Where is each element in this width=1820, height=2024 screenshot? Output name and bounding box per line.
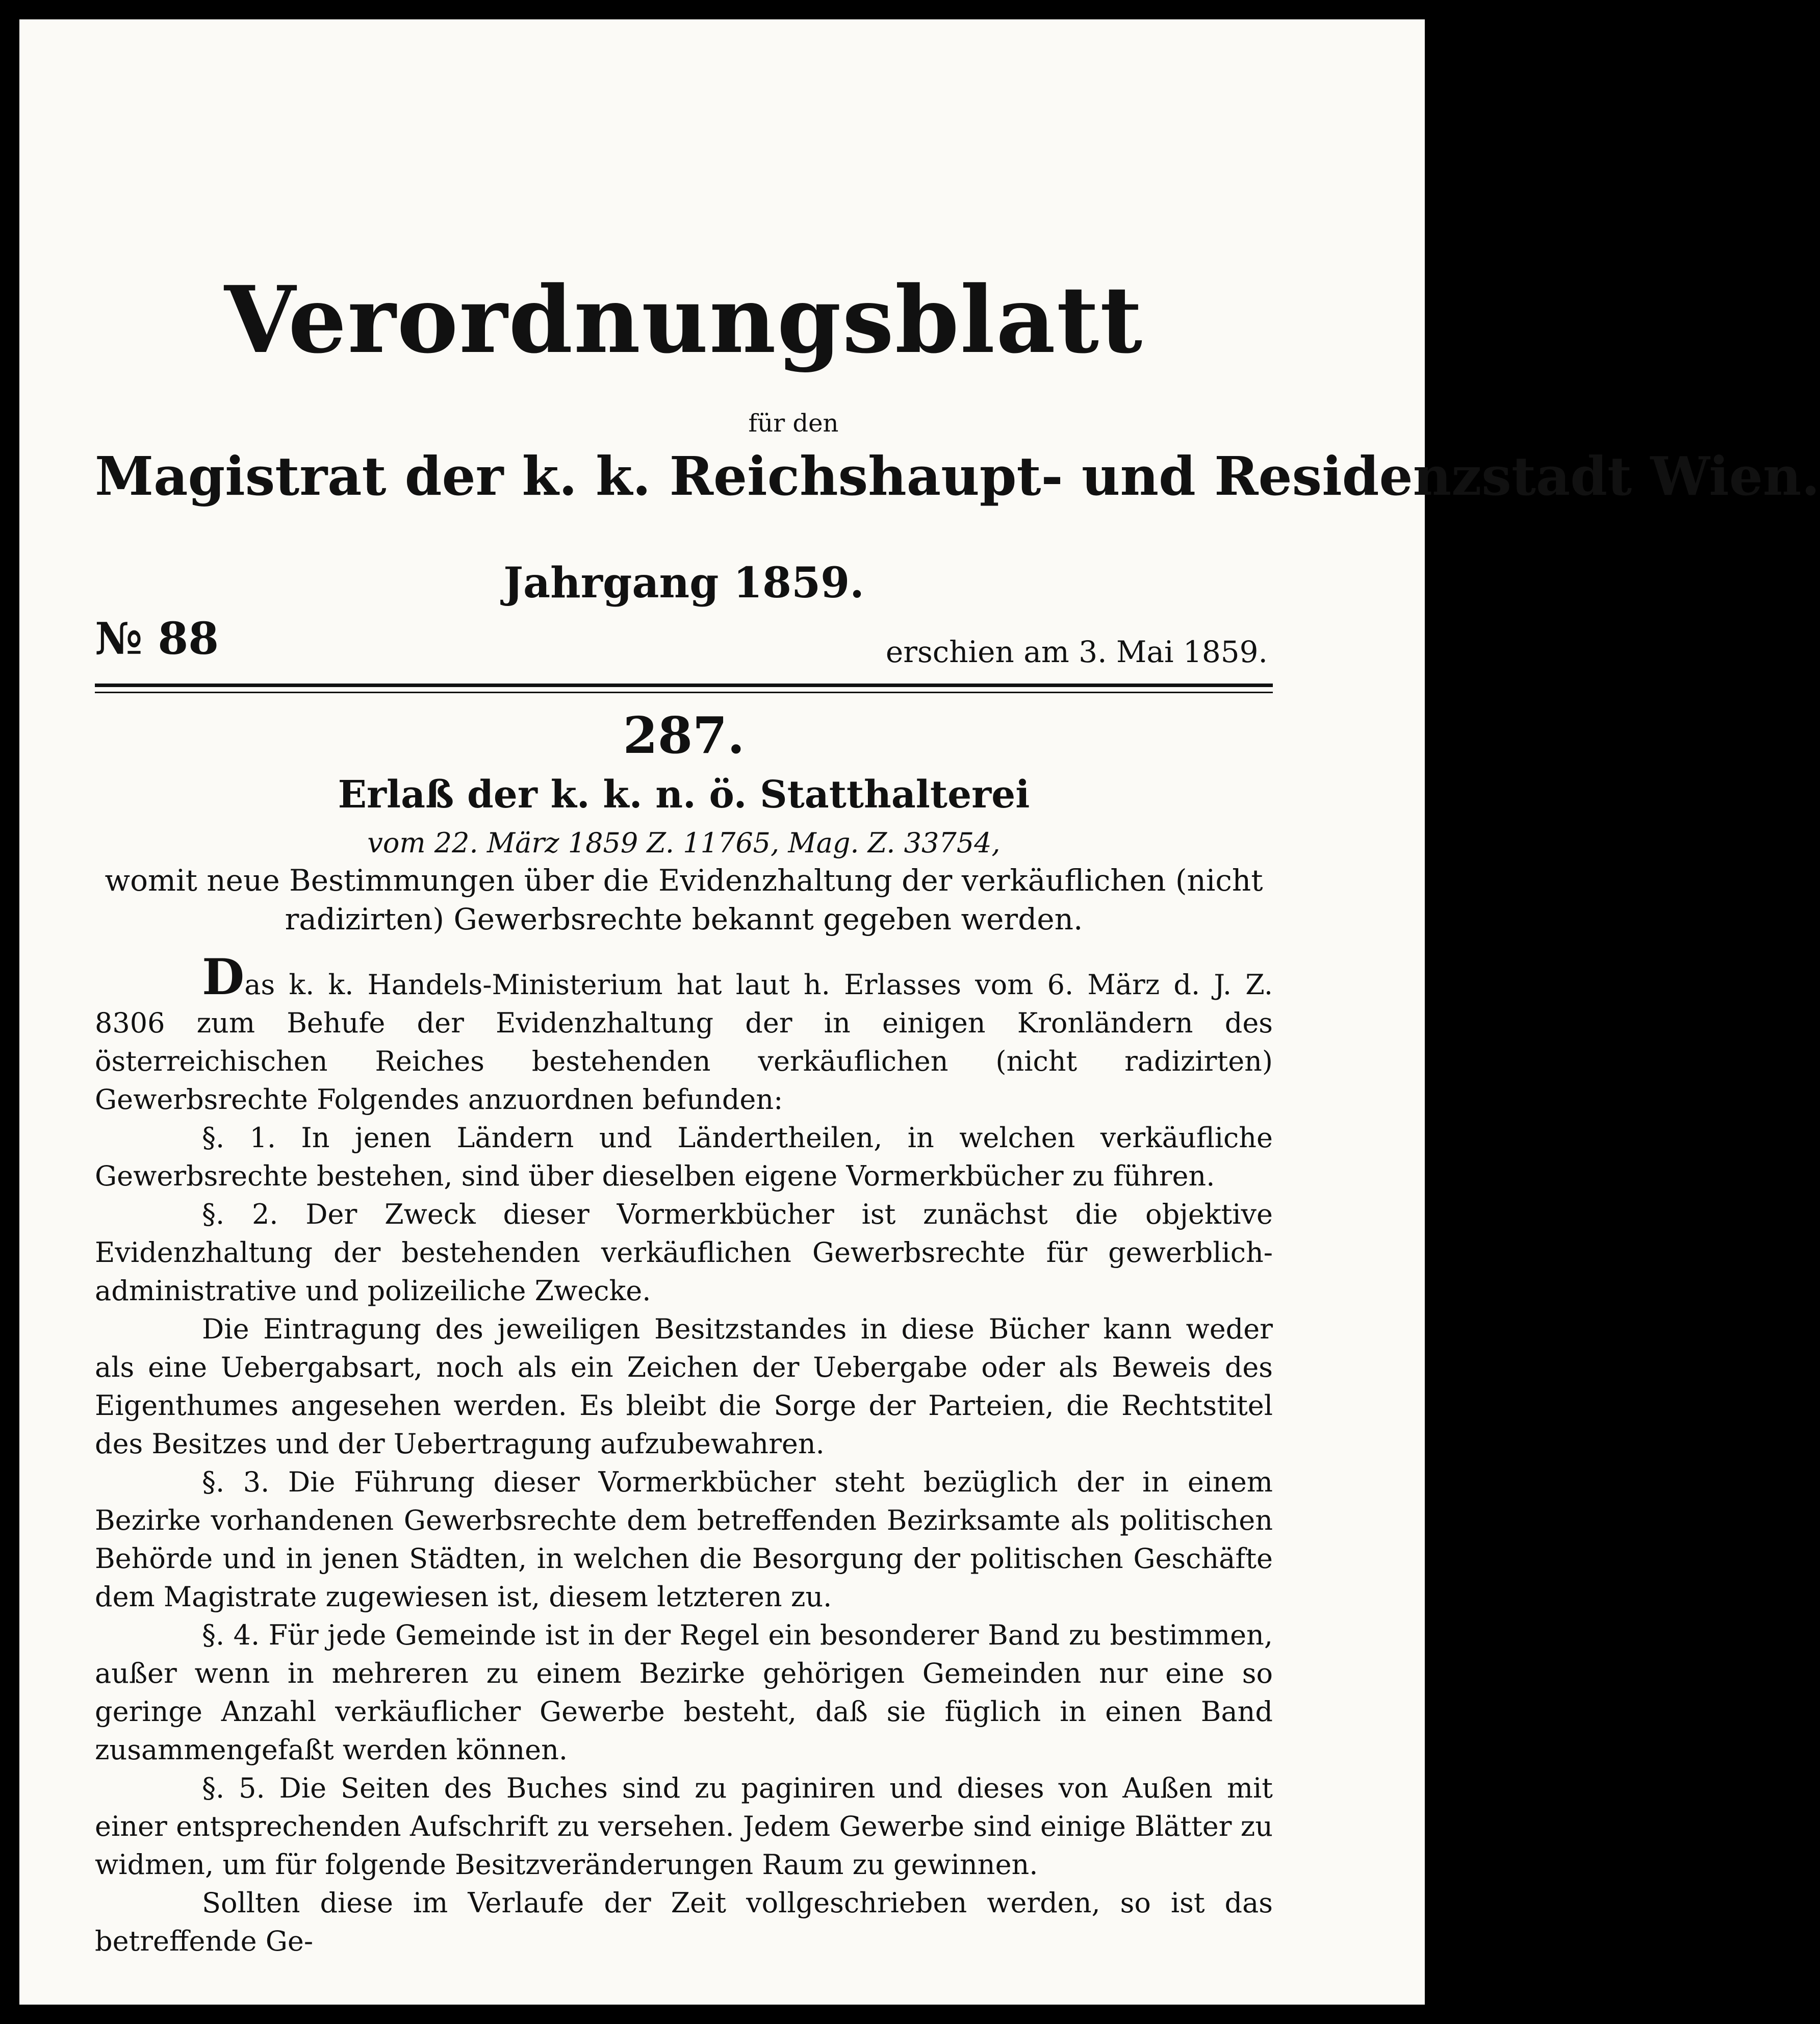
masthead-for-the: für den [748,409,839,438]
issue-number: № 88 [95,613,219,665]
body-text [95,948,1273,1960]
body-paragraph: §. 3. Die Führung dieser Vormerkbücher steht bezüglich der in einem Bezirke vorhandenen Gewerbsrechte dem betreffenden Bezirksamte als politischen Behörde und in jenen Städten, in welchen die Besorgung der politischen Geschäfte dem Magistrate zugewiesen ist, diesem letzteren zu. [95,1466,1273,1613]
body-paragraph: §. 2. Der Zweck dieser Vormerkbücher ist zunächst die objektive Evidenzhaltung der bestehenden verkäuflichen Gewerbsrechte für gewerblich-administrative und polizeiliche Zwecke. [95,1198,1273,1307]
masthead-issuer: Magistrat der k. k. Reichshaupt- und Residenzstadt Wien. [95,445,1820,508]
body-paragraph: Das k. k. Handels-Ministerium hat laut h. Erlasses vom 6. März d. J. Z. 8306 zum Behufe der Evidenzhaltung der in einigen Kronländern des österreichischen Reiches bestehenden verkäuflichen (nicht radizirten) Gewerbsrechte Folgendes anzuordnen befunden: [95,948,1273,1116]
document-page [19,19,1820,2005]
masthead-year: Jahrgang 1859. [503,559,864,608]
issue-date: erschien am 3. Mai 1859. [885,635,1268,669]
header-rule-thin [95,692,1273,693]
decree-reference: vom 22. März 1859 Z. 11765, Mag. Z. 33754, [367,827,1001,859]
body-paragraph: §. 1. In jenen Ländern und Ländertheilen, in welchen verkäufliche Gewerbsrechte bestehen, sind über dieselben eigene Vormerkbücher zu führen. [95,1122,1273,1192]
body-paragraph: §. 4. Für jede Gemeinde ist in der Regel ein besonderer Band zu bestimmen, außer wenn in mehreren zu einem Bezirke gehörigen Gemeinden nur eine so geringe Anzahl verkäuflicher Gewerbe besteht, daß sie füglich in einen Band zusammengefaßt werden können. [95,1619,1273,1766]
decree-number: 287. [623,706,745,765]
page-content [95,19,1820,2005]
decree-subject: womit neue Bestimmungen über die Evidenzhaltung der verkäuflichen (nicht radizirten) Gewerbsrechte bekannt gegeben werden. [105,863,1263,937]
body-paragraph: Sollten diese im Verlaufe der Zeit vollgeschrieben werden, so ist das betreffende Ge- [95,1887,1273,1957]
decree-heading: Erlaß der k. k. n. ö. Statthalterei [338,773,1030,817]
body-paragraph: §. 5. Die Seiten des Buches sind zu paginiren und dieses von Außen mit einer entsprechenden Aufschrift zu versehen. Jedem Gewerbe sind einige Blätter zu widmen, um für folgende Besitzveränderungen Raum zu gewinnen. [95,1772,1273,1881]
header-rule-thick [95,684,1273,687]
masthead-title: Verordnungsblatt [224,266,1144,374]
body-paragraph: Die Eintragung des jeweiligen Besitzstandes in diese Bücher kann weder als eine Uebergabsart, noch als ein Zeichen der Uebergabe oder als Beweis des Eigenthumes angesehen werden. Es bleibt die Sorge der Parteien, die Rechtstitel des Besitzes und der Uebertragung aufzubewahren. [95,1313,1273,1460]
